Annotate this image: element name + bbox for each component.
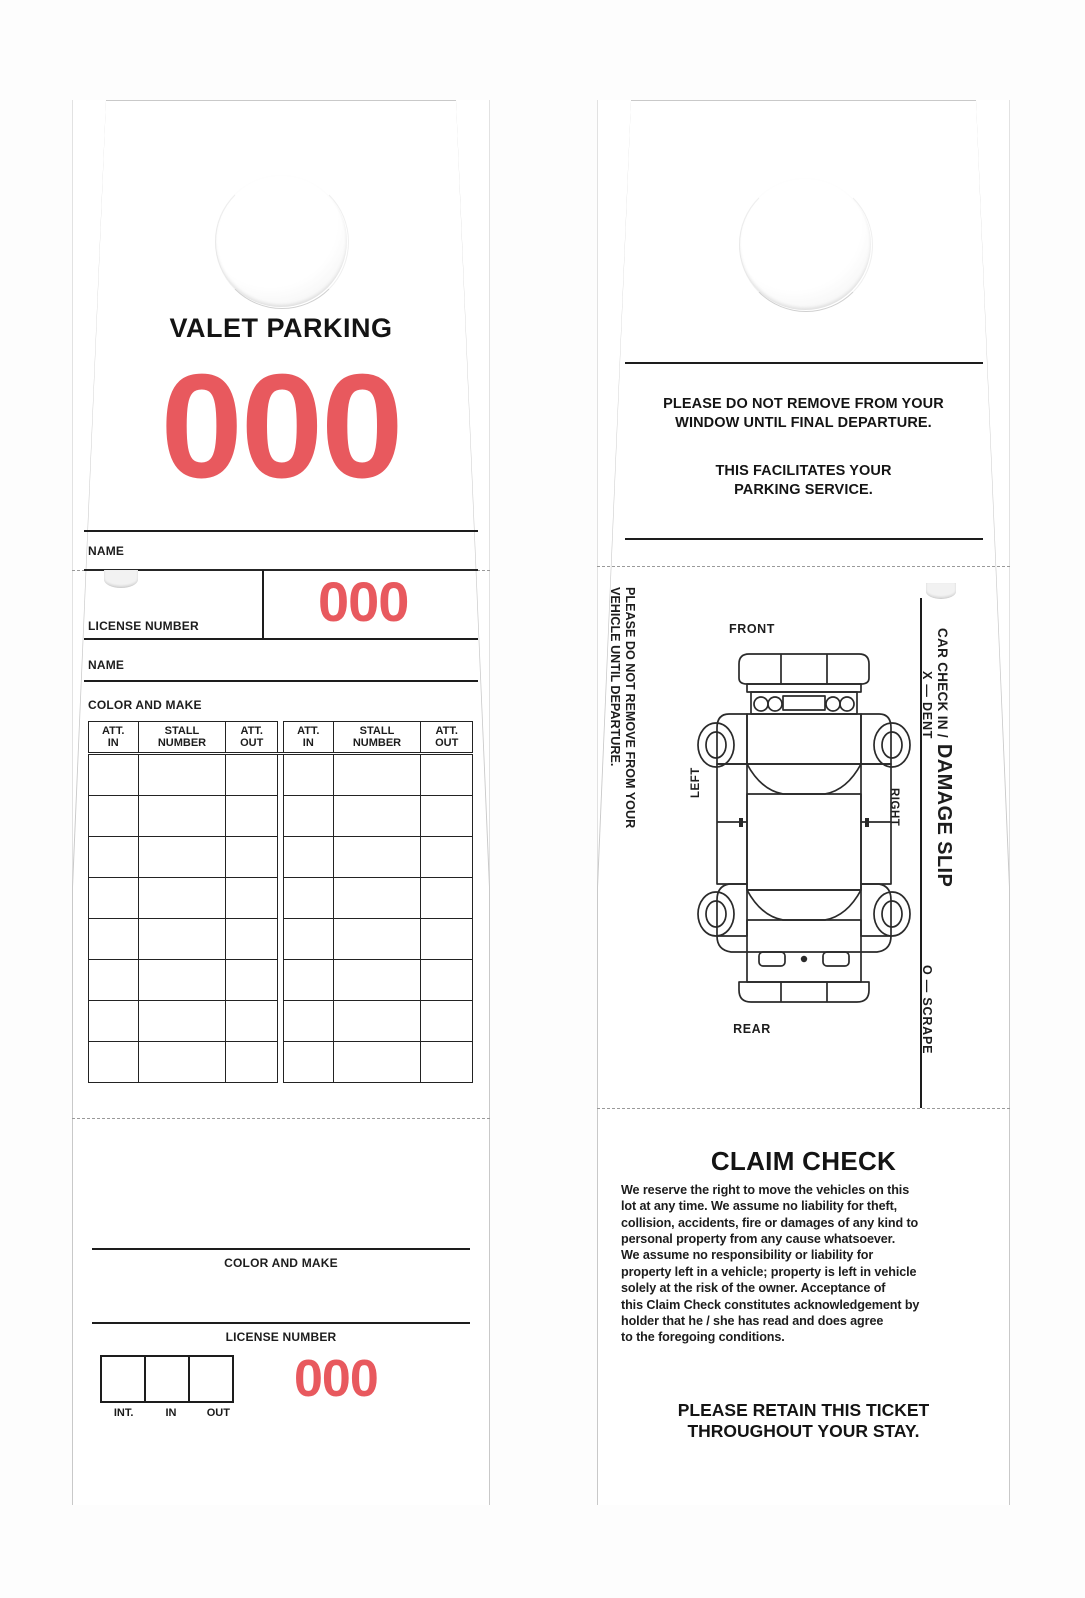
divider-below-name-2 — [84, 680, 478, 682]
damage-key-dent: X — DENT — [920, 671, 934, 740]
divider-above-notice — [625, 362, 983, 364]
cell-stall-number-1[interactable] — [138, 796, 226, 837]
notice-line-1: PLEASE DO NOT REMOVE FROM YOUR — [663, 396, 944, 412]
label-license-number-1: LICENSE NUMBER — [88, 619, 199, 633]
cell-att-out-1[interactable] — [226, 796, 278, 837]
cell-stall-number-2[interactable] — [333, 878, 421, 919]
cell-att-out-2[interactable] — [421, 754, 473, 796]
table-row — [89, 919, 473, 960]
checkbox-int[interactable] — [100, 1355, 146, 1403]
divider-name-1-underline — [84, 569, 478, 571]
checkbox-out[interactable] — [188, 1355, 234, 1403]
cell-att-in-1[interactable] — [89, 878, 139, 919]
claim-check-body — [621, 1182, 993, 1346]
cell-att-in-2[interactable] — [284, 919, 334, 960]
notice-remove-window — [615, 395, 992, 432]
claim-check-body-line: personal property from any cause whatsoever. — [621, 1232, 896, 1247]
notice-line-4: PARKING SERVICE. — [734, 481, 873, 498]
cell-stall-number-1[interactable] — [138, 754, 226, 796]
cell-stall-number-2[interactable] — [333, 754, 421, 796]
page-title: VALET PARKING — [169, 313, 393, 343]
col-att-in-2-line2: IN — [302, 737, 314, 749]
cell-stall-number-1[interactable] — [138, 837, 226, 878]
valet-ticket-front — [72, 100, 490, 1505]
table-row — [89, 878, 473, 919]
damage-slip-prefix: CAR CHECK IN / — [935, 628, 950, 738]
claim-check-body-line: solely at the risk of the owner. Acceptance of — [621, 1281, 886, 1296]
thumb-notch — [104, 570, 138, 588]
claim-check-body-line: lot at any time. We assume no liability for theft, — [621, 1199, 898, 1214]
perforation-line-2 — [72, 1118, 490, 1119]
cell-att-out-2[interactable] — [421, 919, 473, 960]
col-att-out-2-line2: OUT — [435, 737, 459, 749]
cell-att-in-2[interactable] — [284, 1042, 334, 1083]
car-label-left: LEFT — [690, 767, 702, 798]
claim-check-title: CLAIM CHECK — [710, 1146, 897, 1176]
col-att-in-1 — [89, 722, 139, 754]
notice-line-3: THIS FACILITATES YOUR — [715, 463, 892, 479]
cell-stall-number-2[interactable] — [333, 837, 421, 878]
cell-att-out-2[interactable] — [421, 1001, 473, 1042]
retain-ticket-notice — [607, 1400, 1000, 1443]
cell-att-in-1[interactable] — [89, 1001, 139, 1042]
perforation-line-back-1 — [597, 566, 1010, 567]
vertical-notice-line-1: PLEASE DO NOT REMOVE FROM YOUR — [623, 587, 637, 829]
cell-stall-number-1[interactable] — [138, 960, 226, 1001]
col-att-out-1 — [226, 722, 278, 754]
claim-check-body-line: this Claim Check constitutes acknowledgement by — [621, 1297, 920, 1312]
thumb-notch-back — [926, 583, 956, 599]
cell-att-out-1[interactable] — [226, 1001, 278, 1042]
col-att-out-1-line1: ATT. — [240, 724, 263, 737]
stall-table-body — [89, 754, 473, 1083]
label-name-1: NAME — [88, 544, 125, 558]
cell-att-in-1[interactable] — [89, 754, 139, 796]
col-att-in-1-line1: ATT. — [102, 724, 125, 737]
cell-stall-number-2[interactable] — [333, 960, 421, 1001]
cell-att-out-1[interactable] — [226, 919, 278, 960]
col-stall-number-1 — [138, 722, 226, 754]
claim-ticket-number: 000 — [294, 1350, 378, 1408]
cell-att-in-2[interactable] — [284, 837, 334, 878]
label-int: INT. — [113, 1407, 134, 1419]
hero-ticket-number: 000 — [160, 344, 402, 509]
cell-stall-number-1[interactable] — [138, 1042, 226, 1083]
table-row — [89, 837, 473, 878]
label-name-2: NAME — [88, 658, 125, 672]
col-stall-number-1-line1: STALL — [164, 724, 200, 737]
cell-att-in-1[interactable] — [89, 837, 139, 878]
cell-att-out-2[interactable] — [421, 1042, 473, 1083]
cell-stall-number-2[interactable] — [333, 1042, 421, 1083]
cell-att-out-2[interactable] — [421, 837, 473, 878]
col-stall-number-2 — [333, 722, 421, 754]
divider-above-license-number-2 — [92, 1322, 470, 1324]
perforation-line-back-2 — [597, 1108, 1010, 1109]
col-att-in-1-line2: IN — [107, 737, 119, 749]
damage-key-scrape: O — SCRAPE — [920, 965, 934, 1055]
cell-att-in-2[interactable] — [284, 960, 334, 1001]
checkbox-in[interactable] — [144, 1355, 190, 1403]
col-att-in-2-line1: ATT. — [297, 724, 320, 737]
table-row — [89, 796, 473, 837]
stub-ticket-number: 000 — [318, 570, 409, 633]
table-header-row — [89, 722, 473, 754]
damage-slip-heading — [932, 628, 955, 887]
col-att-out-2-line1: ATT. — [435, 724, 458, 737]
cell-att-out-1[interactable] — [226, 878, 278, 919]
divider-above-color-and-make-2 — [92, 1248, 470, 1250]
retain-line-1: PLEASE RETAIN THIS TICKET — [677, 1400, 930, 1420]
int-in-out-labels — [100, 1407, 242, 1419]
col-att-out-2 — [421, 722, 473, 754]
label-color-and-make-1: COLOR AND MAKE — [88, 698, 202, 712]
retain-line-2: THROUGHOUT YOUR STAY. — [687, 1421, 920, 1442]
col-att-in-2 — [284, 722, 334, 754]
cell-att-in-1[interactable] — [89, 919, 139, 960]
cell-att-out-2[interactable] — [421, 960, 473, 1001]
damage-slip-emphasis: DAMAGE SLIP — [933, 743, 955, 888]
cell-att-out-2[interactable] — [421, 796, 473, 837]
col-stall-number-2-line2: NUMBER — [352, 737, 402, 749]
car-label-front: FRONT — [728, 622, 776, 636]
table-row — [89, 1042, 473, 1083]
claim-check-body-line: We reserve the right to move the vehicles on this — [621, 1183, 910, 1197]
cell-att-out-2[interactable] — [421, 878, 473, 919]
cell-att-out-1[interactable] — [226, 960, 278, 1001]
claim-check-body-line: property left in a vehicle; property is left in vehicle — [621, 1264, 917, 1279]
col-att-out-1-line2: OUT — [240, 737, 264, 749]
cell-att-out-1[interactable] — [226, 1042, 278, 1083]
vertical-notice-line-2: VEHICLE UNTIL DEPARTURE. — [607, 587, 622, 767]
label-license-number-2: LICENSE NUMBER — [225, 1330, 337, 1344]
cell-att-in-2[interactable] — [284, 1001, 334, 1042]
cell-att-out-1[interactable] — [226, 754, 278, 796]
notice-facilitates-service — [615, 462, 992, 499]
divider-below-license-1 — [84, 638, 478, 640]
valet-ticket-back — [597, 100, 1010, 1505]
cell-att-in-1[interactable] — [89, 960, 139, 1001]
cell-stall-number-2[interactable] — [333, 1001, 421, 1042]
claim-check-body-line: We assume no responsibility or liability for — [621, 1248, 874, 1263]
cell-stall-number-2[interactable] — [333, 919, 421, 960]
notice-line-2: WINDOW UNTIL FINAL DEPARTURE. — [675, 414, 932, 431]
cell-att-out-1[interactable] — [226, 837, 278, 878]
col-stall-number-1-line2: NUMBER — [157, 737, 207, 749]
car-label-right: RIGHT — [888, 788, 900, 827]
car-diagram — [689, 642, 919, 1030]
label-color-and-make-2: COLOR AND MAKE — [224, 1256, 338, 1270]
table-row — [89, 754, 473, 796]
claim-check-body-line: to the foregoing conditions. — [621, 1330, 785, 1345]
int-in-out-boxes — [100, 1355, 234, 1403]
cell-att-in-1[interactable] — [89, 1042, 139, 1083]
claim-check-body-line: collision, accidents, fire or damages of any kind to — [621, 1215, 919, 1230]
stub-divider-vertical — [262, 570, 264, 638]
hanger-hole — [215, 175, 347, 307]
cell-att-in-2[interactable] — [284, 878, 334, 919]
cell-stall-number-1[interactable] — [138, 919, 226, 960]
table-row — [89, 960, 473, 1001]
stall-table — [88, 721, 473, 1083]
cell-att-in-2[interactable] — [284, 796, 334, 837]
car-label-rear: REAR — [733, 1022, 771, 1036]
cell-stall-number-2[interactable] — [333, 796, 421, 837]
cell-att-in-1[interactable] — [89, 796, 139, 837]
label-out: OUT — [206, 1407, 230, 1419]
hanger-hole-back — [739, 178, 871, 310]
divider-above-name-1 — [84, 530, 478, 532]
col-stall-number-2-line1: STALL — [359, 724, 395, 737]
divider-below-notice — [625, 538, 983, 540]
label-in: IN — [165, 1407, 177, 1419]
cell-stall-number-1[interactable] — [138, 878, 226, 919]
cell-att-in-2[interactable] — [284, 754, 334, 796]
table-row — [89, 1001, 473, 1042]
cell-stall-number-1[interactable] — [138, 1001, 226, 1042]
claim-check-body-line: holder that he / she has read and does agree — [621, 1313, 884, 1328]
